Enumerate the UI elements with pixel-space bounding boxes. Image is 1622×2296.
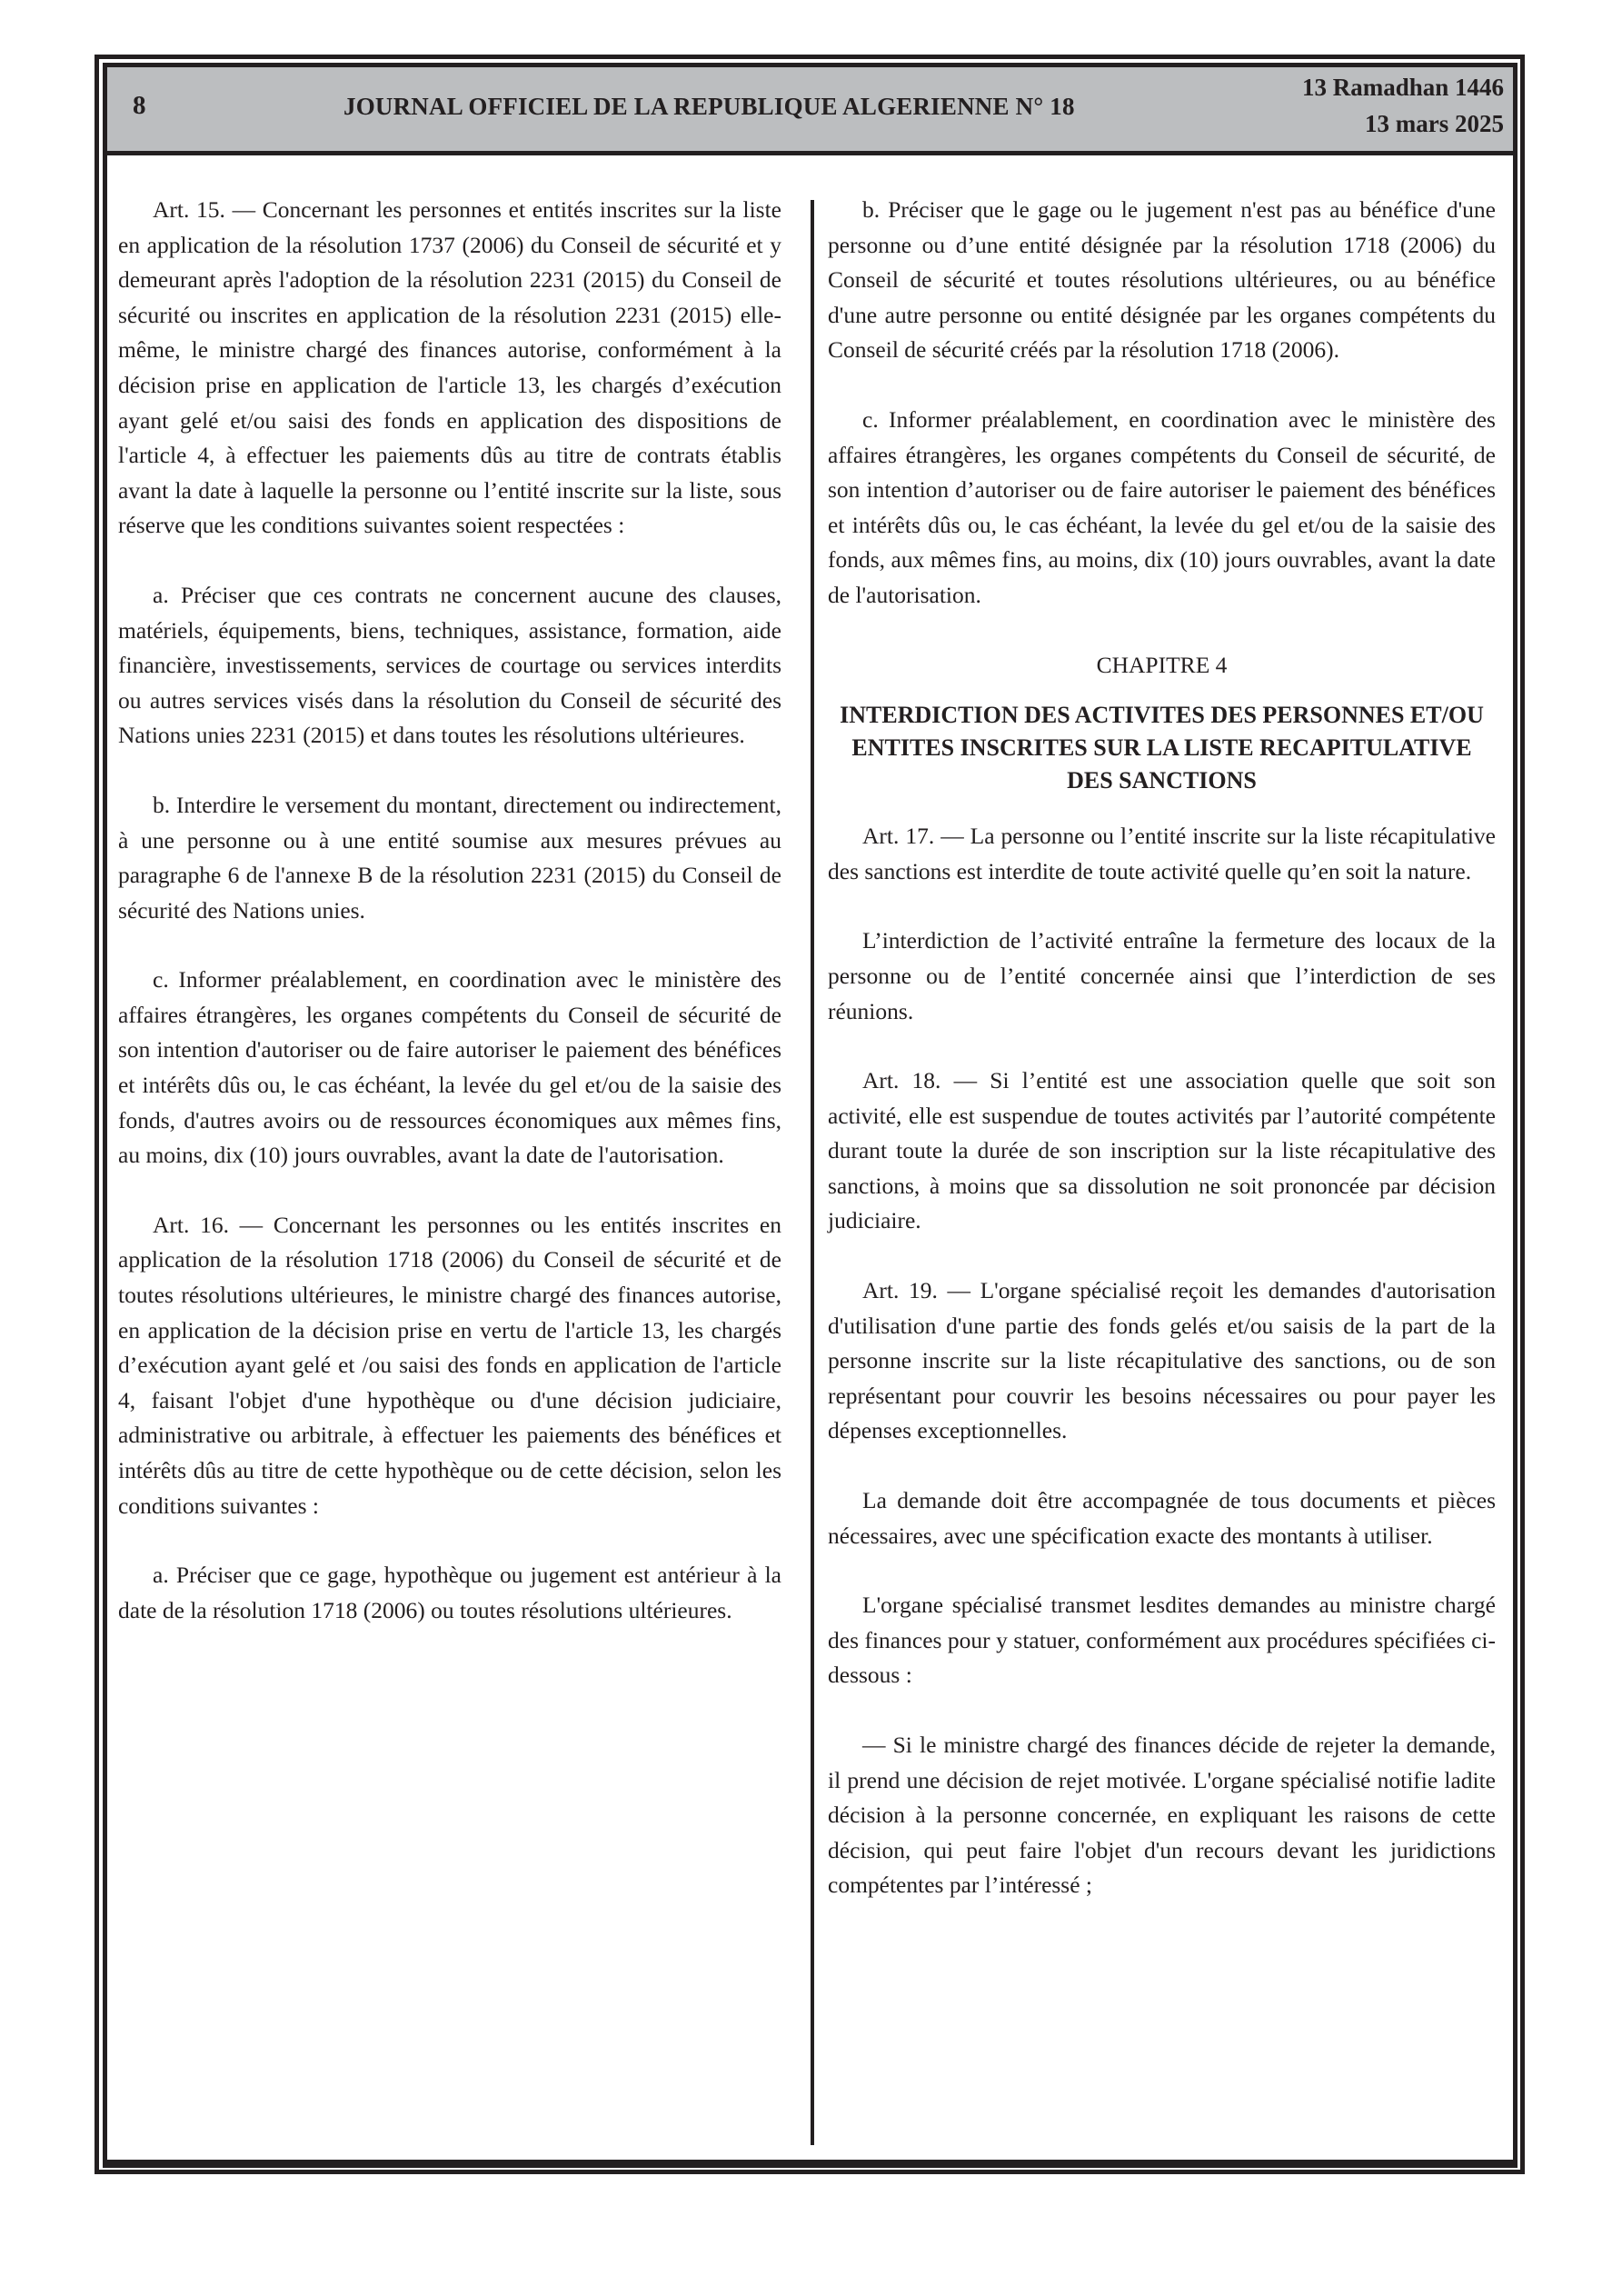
article-18: Art. 18. — Si l’entité est une association quelle que soit son activité, elle est suspendue de toutes activités par l’autorité compétente durant toute la durée de son inscription sur la liste récapitulative des sanctions, à moins que sa dissolution ne soit prononcée par décision judiciaire. [828, 1067, 1496, 1234]
page-number: 8 [133, 91, 146, 120]
article-15-item-b: b. Interdire le versement du montant, directement ou indirectement, à une personne ou à une entité soumise aux mesures prévues au paragraphe 6 de l'annexe B de la résolution 2231 (2015) du Conseil de sécurité des Nations unies. [118, 791, 781, 923]
article-16: Art. 16. — Concernant les personnes ou les entités inscrites en application de la résolution 1718 (2006) du Conseil de sécurité et de toutes résolutions ultérieures, le ministre chargé des finances autorise, en application de la décision prise en vertu de l'article 13, les chargés d’exécution ayant gelé et /ou saisi des fonds en application de l'article 4, faisant l'objet d'une hypothèque ou d'une décision judiciaire, administrative ou arbitrale, à effectuer les paiements des bénéfices et intérêts dûs au titre de cette hypothèque ou de cette décision, selon les conditions suivantes : [118, 1211, 781, 1519]
article-19-paragraph-3: L'organe spécialisé transmet lesdites demandes au ministre chargé des finances pour y statuer, conformément aux procédures spécifiées ci-dessous : [828, 1592, 1496, 1689]
left-column [118, 193, 781, 1628]
right-column [828, 193, 1496, 1903]
journal-title: JOURNAL OFFICIEL DE LA REPUBLIQUE ALGERIENNE N° 18 [343, 93, 1075, 120]
article-19-paragraph-2: La demande doit être accompagnée de tous documents et pièces nécessaires, avec une spécification exacte des montants à utiliser. [828, 1487, 1496, 1549]
article-17: Art. 17. — La personne ou l’entité inscrite sur la liste récapitulative des sanctions est interdite de toute activité quelle qu’en soit la nature. [828, 823, 1496, 884]
article-16-item-a: a. Préciser que ce gage, hypothèque ou jugement est antérieur à la date de la résolution 1718 (2006) ou toutes résolutions ultérieures. [118, 1562, 781, 1623]
article-17-paragraph-2: L’interdiction de l’activité entraîne la fermeture des locaux de la personne ou de l’entité concernée ainsi que l’interdiction de ses réunions. [828, 927, 1496, 1024]
date-gregorian: 13 mars 2025 [1365, 110, 1504, 137]
issue-dates [1302, 69, 1504, 142]
article-19-rejection-procedure: — Si le ministre chargé des finances décide de rejeter la demande, il prend une décision de rejet motivée. L'organe spécialisé notifie ladite décision à la personne concernée, en expliquant les raisons de cette décision, qui peut faire l'objet d'un recours devant les juridictions compétentes par l’intéressé ; [828, 1732, 1496, 1899]
article-15: Art. 15. — Concernant les personnes et entités inscrites sur la liste en application de la résolution 1737 (2006) du Conseil de sécurité et y demeurant après l'adoption de la résolution 2231 (2015) du Conseil de sécurité ou inscrites en application de la résolution 2231 (2015) elle-même, le ministre chargé des finances autorise, conformément à la décision prise en application de l'article 13, les chargés d’exécution ayant gelé et/ou saisi des fonds en application des dispositions de l'article 4, à effectuer les paiements dûs au titre de contrats établis avant la date à laquelle la personne ou l’entité inscrite sur la liste, sous réserve que les conditions suivantes soient respectées : [118, 196, 781, 539]
journal-header [107, 67, 1513, 155]
chapter-title: INTERDICTION DES ACTIVITES DES PERSONNES ET/OU ENTITES INSCRITES SUR LA LISTE RECAPITULATIVE DES SANCTIONS [840, 702, 1484, 794]
date-hijri: 13 Ramadhan 1446 [1301, 74, 1504, 101]
article-19: Art. 19. — L'organe spécialisé reçoit les demandes d'autorisation d'utilisation d'une partie des fonds gelés et/ou saisis de la part de la personne inscrite sur la liste récapitulative des sanctions, ou de son représentant pour couvrir les besoins nécessaires ou pour payer les dépenses exceptionnelles. [828, 1277, 1496, 1444]
article-16-item-b: b. Préciser que le gage ou le jugement n'est pas au bénéfice d'une personne ou d’une entité désignée par la résolution 1718 (2006) du Conseil de sécurité et toutes résolutions ultérieures, ou au bénéfice d'une autre personne ou entité désignée par les organes compétents du Conseil de sécurité créés par la résolution 1718 (2006). [828, 196, 1496, 364]
article-15-item-a: a. Préciser que ces contrats ne concernent aucune des clauses, matériels, équipements, biens, techniques, assistance, formation, aide financière, investissements, services de courtage ou services interdits ou autres services visés dans la résolution du Conseil de sécurité des Nations unies 2231 (2015) et dans toutes les résolutions ultérieures. [118, 581, 781, 749]
article-15-item-c: c. Informer préalablement, en coordination avec le ministère des affaires étrangères, les organes compétents du Conseil de sécurité de son intention d'autoriser ou de faire autoriser le paiement des bénéfices et intérêts dûs ou, le cas échéant, la levée du gel et/ou de la saisie des fonds, d'autres avoirs ou de ressources économiques aux mêmes fins, au moins, dix (10) jours ouvrables, avant la date de l'autorisation. [118, 966, 781, 1169]
column-divider [811, 200, 814, 2145]
article-16-item-c: c. Informer préalablement, en coordination avec le ministère des affaires étrangères, les organes compétents du Conseil de sécurité, de son intention d’autoriser ou de faire autoriser le paiement des bénéfices et intérêts dûs ou, le cas échéant, la levée du gel et/ou de la saisie des fonds, aux mêmes fins, au moins, dix (10) jours ouvrables, avant la date de l'autorisation. [828, 405, 1496, 608]
chapter-label: CHAPITRE 4 [1096, 651, 1228, 678]
